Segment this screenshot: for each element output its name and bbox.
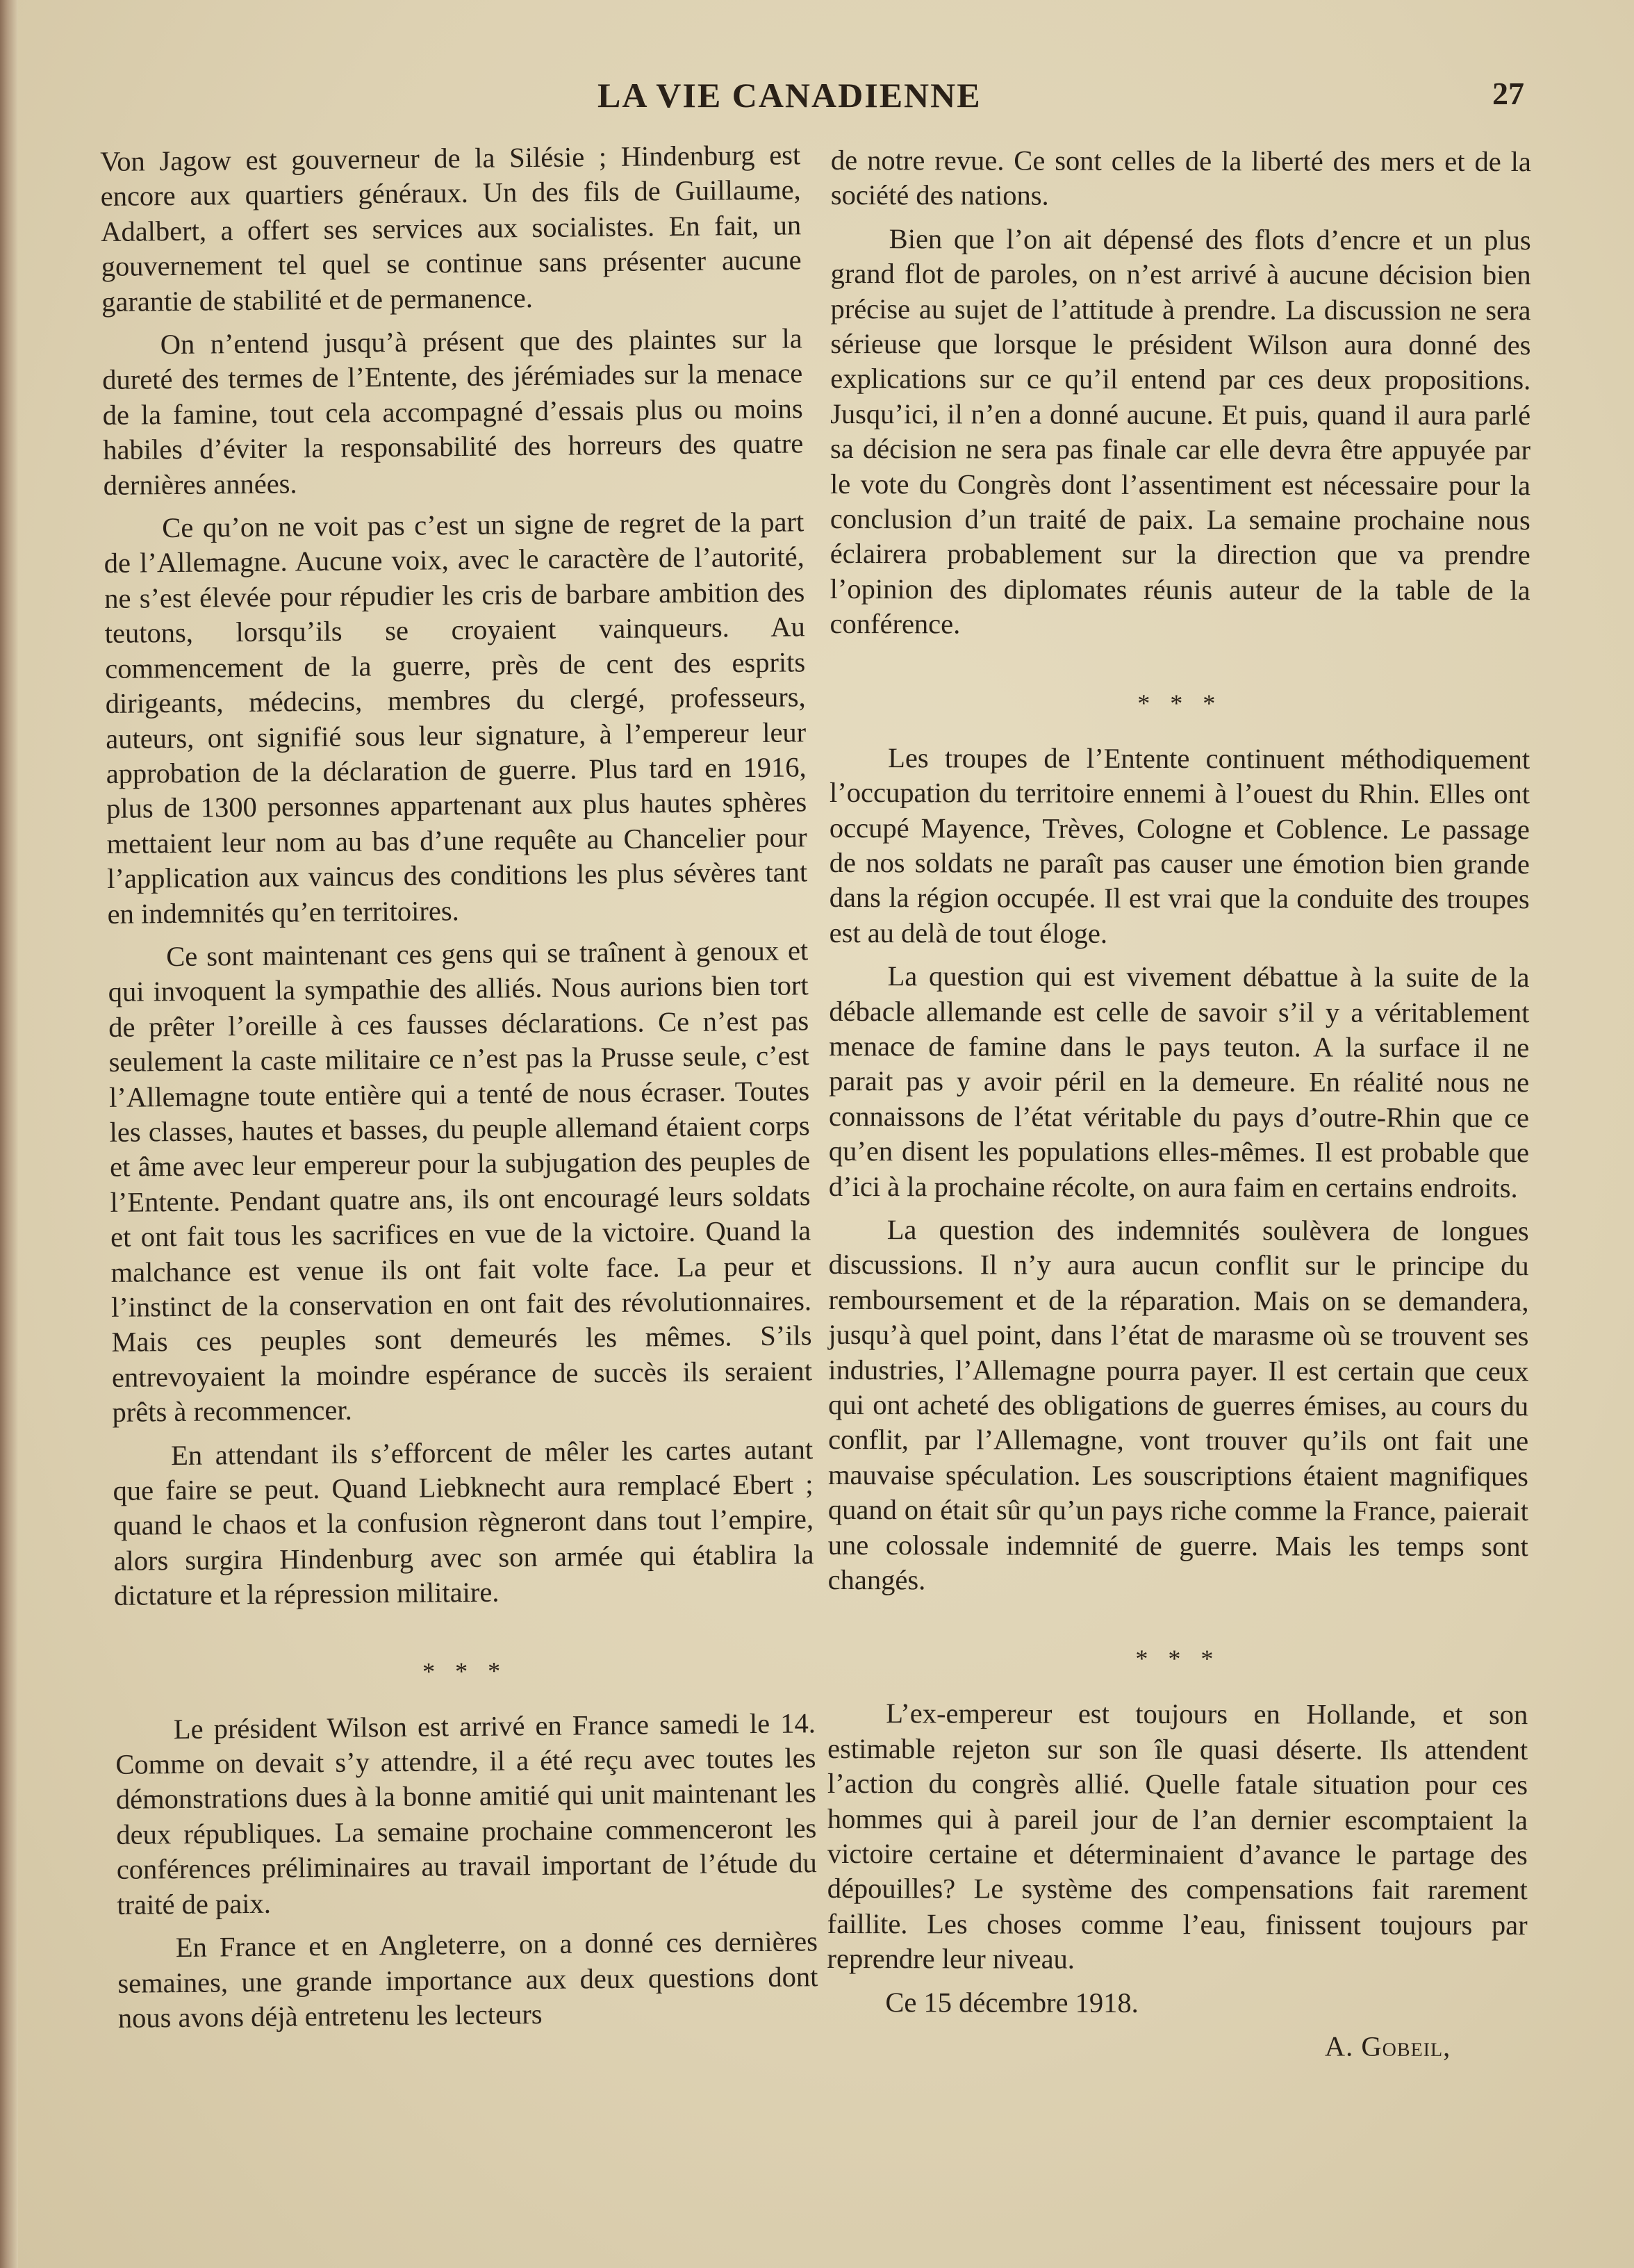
section-separator: * * * bbox=[422, 1657, 508, 1686]
paragraph: La question qui est vivement débattue à la suite de la débacle allemande est celle de savoir s’il y a véritablement menace de famine dans le pays teuton. A la surface il ne parait pas y avoir péril en la demeure. En réalité nous ne connaissons de l’état véritable du pays d’outre-Rhin que ce qu’en disent les populations elles-mêmes. Il est probable que d’ici à la prochaine récolte, on aura faim en certains endroits. bbox=[828, 960, 1530, 1203]
left-column bbox=[100, 138, 818, 2044]
right-column bbox=[827, 143, 1531, 2073]
paragraph: Ce sont maintenant ces gens qui se traînent à genoux et qui invoquent la sympathie des alliés. Nous aurions bien tort de prêter l’oreille à ces fausses déclarations. Ce n’est pas seulement la caste militaire ce n’est pas la Prusse seule, c’est l’Allemagne toute entière qui a tenté de nous écraser. Toutes les classes, hautes et basses, du peuple allemand étaient corps et âme avec leur empereur pour la subjugation des peuples de l’Entente. Pendant quatre ans, ils ont encouragé leurs soldats et ont fait tous les sacrifices en vue de la victoire. Quand la malchance est venue ils ont fait volte face. La peur et l’instinct de la conservation en ont fait des révolutionnaires. Mais ces peuples sont demeurés les mêmes. S’ils entrevoyaient la moindre espérance de succès ils seraient prêts à recommencer. bbox=[108, 935, 813, 1429]
section-separator: * * * bbox=[1137, 689, 1223, 717]
section-separator: * * * bbox=[1135, 1645, 1221, 1673]
dateline: Ce 15 décembre 1918. bbox=[885, 1986, 1139, 2019]
page-number: 27 bbox=[1492, 76, 1524, 111]
page-binding-edge bbox=[0, 0, 18, 2268]
paragraph: Le président Wilson est arrivé en France samedi le 14. Comme on devait s’y attendre, il a été reçu avec toutes les démonstrations dues à la bonne amitié qui unit maintenant les deux républiques. La semaine prochaine commenceront les conférences préliminaires au travail important de l’étude du traité de paix. bbox=[115, 1707, 818, 1921]
paragraph: Les troupes de l’Entente continuent méthodiquement l’occupation du territoire ennemi à l’ouest du Rhin. Elles ont occupé Mayence, Trèves, Cologne et Coblence. Le passage de nos soldats ne paraît pas causer une émotion bien grande dans la région occupée. Il est vrai que la conduite des troupes est au delà de tout éloge. bbox=[829, 741, 1530, 949]
paragraph: La question des indemnités soulèvera de longues discussions. Il n’y aura aucun conflit sur le principe du remboursement et de la réparation. Mais on se demandera, jusqu’à quel point, dans l’état de marasme où se trouvent ses industries, l’Allemagne pourra payer. Il est certain que ceux qui ont acheté des obligations de guerres émises, au cours du conflit, par l’Allemagne, vont trouver qu’ils ont fait une mauvaise spéculation. Les souscriptions étaient magnifiques quand on était sûr qu’un pays riche comme la France, paierait une colossale indemnité de guerre. Mais les temps sont changés. bbox=[827, 1214, 1529, 1596]
paragraph: L’ex-empereur est toujours en Hollande, et son estimable rejeton sur son île quasi déserte. Ils attendent l’action du congrès allié. Quelle fatale situation pour ces hommes qui à pareil jour de l’an dernier escomptaient la victoire certaine et déterminaient d’avance le partage des dépouilles? Le système des compensations fait rarement faillite. Les choses comme l’eau, finissent toujours par reprendre leur niveau. bbox=[827, 1698, 1528, 1975]
paragraph: En attendant ils s’efforcent de mêler les cartes autant que faire se peut. Quand Liebknecht aura remplacé Ebert ; quand le chaos et la confusion règneront dans tout l’empire, alors surgira Hindenburg avec son armée qui établira la dictature et la répression militaire. bbox=[113, 1433, 814, 1612]
paragraph: de notre revue. Ce sont celles de la liberté des mers et de la société des nations. bbox=[830, 145, 1531, 212]
paragraph: On n’entend jusqu’à présent que des plaintes sur la dureté des termes de l’Entente, des jérémiades sur la menace de la famine, tout cela accompagné d’essais plus ou moins habiles d’éviter la responsabilité des horreurs des quatre dernières années. bbox=[102, 322, 804, 501]
paragraph: Von Jagow est gouverneur de la Silésie ; Hindenburg est encore aux quartiers généraux. Un des fils de Guillaume, Adalbert, a offert ses services aux socialistes. En fait, un gouvernement tel quel se continue sans présenter aucune garantie de stabilité et de permanence. bbox=[100, 139, 802, 318]
paragraph: Ce qu’on ne voit pas c’est un signe de regret de la part de l’Allemagne. Aucune voix, avec le caractère de l’autorité, ne s’est élevée pour répudier les cris de barbare ambition des teutons, lorsqu’ils se croyaient vainqueurs. Au commencement de la guerre, près de cent des esprits dirigeants, médecins, membres du clergé, professeurs, auteurs, ont signifié sous leur signature, à l’empereur leur approbation de la déclaration de guerre. Plus tard en 1916, plus de 1300 personnes appartenant aux plus hautes sphères mettaient leur nom au bas d’une requête au Chancelier pour l’application aux vaincus des conditions les plus sévères tant en indemnités qu’en territoires. bbox=[104, 506, 808, 930]
paragraph: En France et en Angleterre, on a donné ces dernières semaines, une grande importance aux deux questions dont nous avons déjà entretenu les lecteurs bbox=[117, 1925, 818, 2034]
paragraph: Bien que l’on ait dépensé des flots d’encre et un plus grand flot de paroles, on n’est arrivé à aucune décision bien précise au sujet de l’attitude à prendre. La discussion ne sera sérieuse que lorsque le président Wilson aura donné des explications sur ce qu’il entend par ces deux propositions. Jusqu’ici, il n’en a donné aucune. Et puis, quand il aura parlé sa décision ne sera pas finale car elle devra être appuyée par le vote du Congrès dont l’assentiment est nécessaire pour la conclusion d’un traité de paix. La semaine prochaine nous éclairera probablement sur la direction que va prendre l’opinion des diplomates réunis auteur de la table de la conférence. bbox=[830, 222, 1531, 640]
author-signature: A. Gobeil, bbox=[1324, 2030, 1451, 2062]
running-header-title: LA VIE CANADIENNE bbox=[597, 76, 982, 115]
